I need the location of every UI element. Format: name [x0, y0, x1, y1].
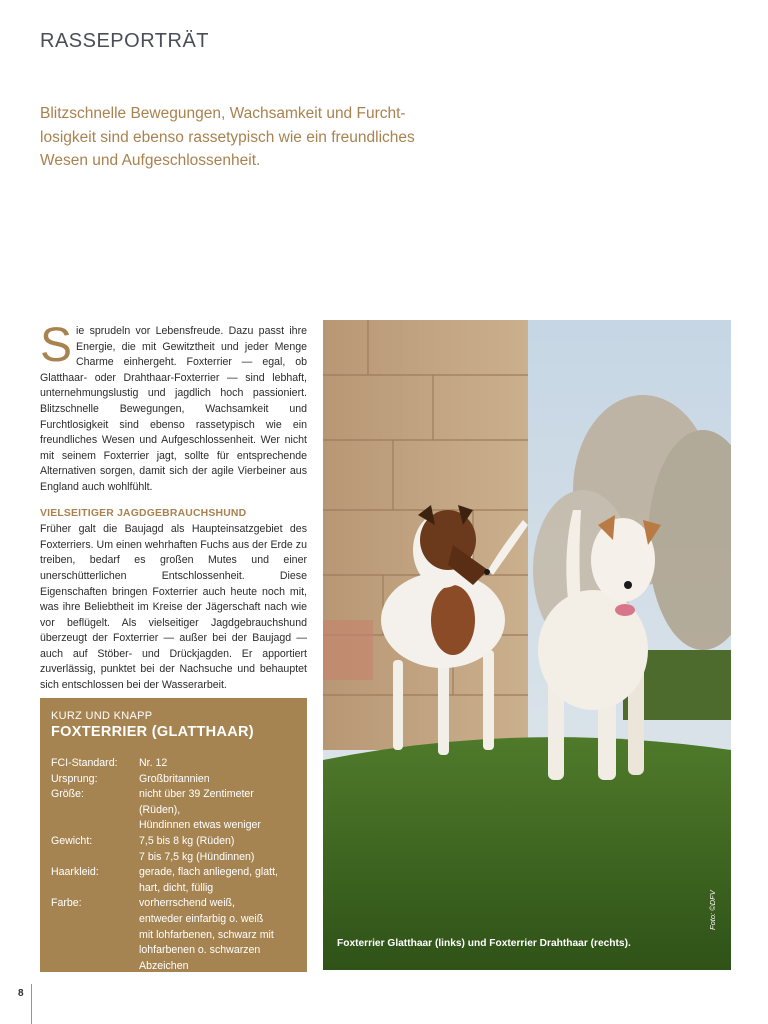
grass-hill: [323, 737, 731, 970]
section-paragraph: Früher galt die Baujagd als Haupteinsatzgebiet des Foxterriers. Um einen wehrhaften Fuchs aus der Erde zu treiben, bedarf es großen Mutes und einer unerschütterlichen Entschlossenheit. Diese Eigenschaften bringen Foxterrier auch heute noch mit, was ihre Beliebtheit im Kreise der Jägerschaft nach wie vor beflügelt. Als vielseitiger Jagdgebrauchshund überzeugt der Foxterrier — außer bei der Baujagd — auch auf Stöber- und Drückjagden. Er apportiert zuverlässig, punktet bei der Nachsuche und behauptet sich entschlossen bei der Wasserarbeit.: [40, 523, 307, 692]
photo-credit: Foto: ©DFV: [708, 890, 717, 930]
page-number: 8: [18, 988, 24, 999]
fact-value: [139, 787, 296, 834]
fact-value-line: vorherrschend weiß,: [139, 897, 235, 910]
photo-illustration: [323, 320, 731, 970]
fact-value-line: nicht über 39 Zentimeter (Rüden),: [139, 788, 254, 816]
fact-row: [51, 834, 296, 865]
fact-value-line: lohfarbenen o. schwarzen: [139, 944, 261, 957]
section-title: RASSEPORTRÄT: [40, 30, 209, 52]
lead-line: Blitzschnelle Bewegungen, Wachsamkeit und Furcht-: [40, 105, 406, 122]
fact-label: Ursprung:: [51, 772, 98, 785]
fact-value: [139, 756, 296, 772]
fact-row: [51, 896, 296, 974]
fact-value: [139, 896, 296, 974]
fact-value: [139, 865, 296, 896]
fact-row: [51, 756, 296, 772]
fact-box-kicker: KURZ UND KNAPP: [51, 710, 153, 722]
lead-line: losigkeit sind ebenso rassetypisch wie ein freundliches: [40, 128, 415, 146]
fact-label: Gewicht:: [51, 834, 93, 847]
dog-photo: [323, 320, 731, 970]
photo-caption: Foxterrier Glatthaar (links) und Foxterrier Drahthaar (rechts).: [337, 938, 631, 949]
article-body: [40, 319, 307, 704]
fact-value-line: hart, dicht, füllig: [139, 881, 214, 894]
fact-value-line: gerade, flach anliegend, glatt,: [139, 866, 278, 879]
fact-value-line: 7,5 bis 8 kg (Rüden): [139, 834, 235, 847]
fact-label: Farbe:: [51, 897, 82, 910]
fact-value-line: 7 bis 7,5 kg (Hündinnen): [139, 850, 255, 863]
fact-value-line: Nr. 12: [139, 757, 168, 769]
fact-row: [51, 772, 296, 788]
drop-cap: S: [40, 319, 73, 372]
fact-label: Haarkleid:: [51, 866, 99, 879]
page-rule: [31, 984, 32, 1024]
fact-value-line: Großbritannien: [139, 772, 210, 785]
fact-value-line: Abzeichen: [139, 959, 189, 972]
fact-value: [139, 772, 296, 788]
fact-label: FCI-Standard:: [51, 757, 118, 769]
fact-value-line: entweder einfarbig o. weiß: [139, 912, 264, 925]
fact-value-line: Hündinnen etwas weniger: [139, 819, 261, 832]
fact-box-rows: [51, 756, 296, 974]
intro-paragraph: [40, 319, 307, 496]
fact-value-line: mit lohfarbenen, schwarz mit: [139, 928, 274, 941]
fact-value: [139, 834, 296, 865]
subheading: VIELSEITIGER JAGDGEBRAUCHSHUND: [40, 507, 247, 519]
fact-row: [51, 865, 296, 896]
lead-line: Wesen und Aufgeschlossenheit.: [40, 152, 261, 169]
intro-text: ie sprudeln vor Lebensfreude. Dazu passt ihre Energie, die mit Gewitztheit und jeder Menge Charme einhergeht. Foxterrier — egal, ob Glatthaar- oder Drahthaar-Foxterrier — sind lebhaft, unternehmungslustig und jagdlich hoch passioniert. Blitzschnelle Bewegungen, Wachsamkeit und Furchtlosigkeit sind ebenso rassetypisch wie ein freundliches Wesen und Aufgeschlossenheit. Wer nicht mit seinem Foxterrier jagt, sollte für entsprechende Alternativen sorgen, damit sich der agile Vierbeiner aus England auch wohlfühlt.: [40, 325, 307, 493]
lead-paragraph: [40, 102, 440, 173]
fact-row: [51, 787, 296, 834]
fact-label: Größe:: [51, 788, 84, 801]
fact-box-title: FOXTERRIER (GLATTHAAR): [51, 724, 254, 740]
fact-box: [40, 698, 307, 972]
